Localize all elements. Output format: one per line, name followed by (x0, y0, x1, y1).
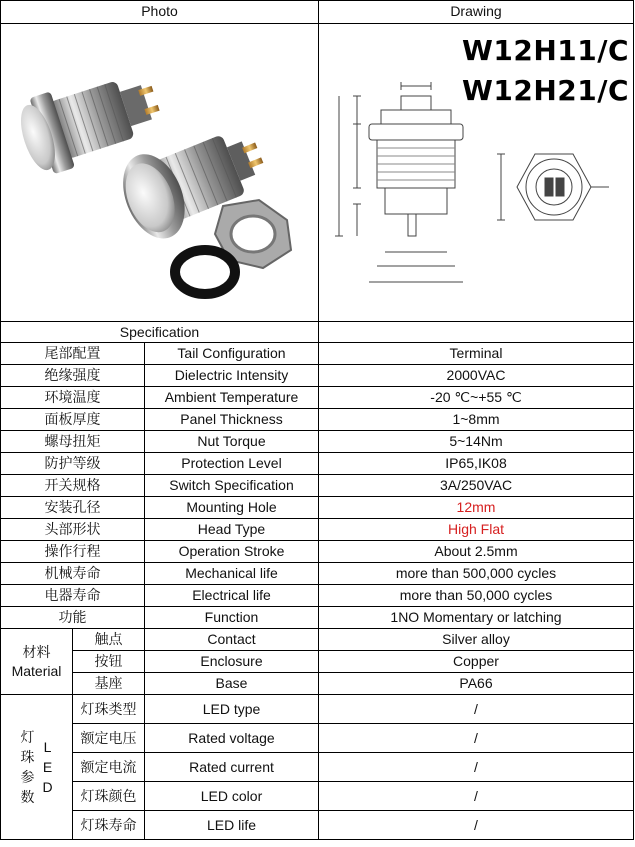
technical-drawing (319, 24, 634, 322)
dimension-drawing (319, 24, 634, 318)
spec-row-cn: 开关规格 (1, 475, 145, 497)
spec-row (1, 519, 634, 541)
spec-row-cn: 安装孔径 (1, 497, 145, 519)
material-value: PA66 (319, 673, 634, 695)
spec-row (1, 343, 634, 365)
function-en: Function (145, 607, 319, 629)
material-group-en: Material (11, 662, 62, 679)
led-value: / (319, 724, 634, 753)
spec-row-en: Tail Configuration (145, 343, 319, 365)
spec-row (1, 365, 634, 387)
spec-row-cn: 防护等级 (1, 453, 145, 475)
spec-row (1, 409, 634, 431)
spec-row-cn: 环境温度 (1, 387, 145, 409)
led-group-en-2: E (42, 759, 53, 776)
photo-header: Photo (1, 1, 319, 24)
led-cn: 灯珠类型 (73, 695, 145, 724)
spec-row (1, 453, 634, 475)
spec-row-value: more than 50,000 cycles (319, 585, 634, 607)
material-row (1, 651, 634, 673)
spec-row-value: High Flat (319, 519, 634, 541)
led-cn: 灯珠颜色 (73, 782, 145, 811)
specification-title: Specification (1, 322, 319, 343)
spec-row-en: Mechanical life (145, 563, 319, 585)
header-row (1, 1, 634, 24)
led-row (1, 753, 634, 782)
spec-row-cn: 螺母扭矩 (1, 431, 145, 453)
led-en: Rated current (145, 753, 319, 782)
specification-title-blank (319, 322, 634, 343)
spec-row-cn: 操作行程 (1, 541, 145, 563)
spec-row-cn: 机械寿命 (1, 563, 145, 585)
spec-row-en: Operation Stroke (145, 541, 319, 563)
spec-row (1, 475, 634, 497)
product-photo-image (1, 24, 319, 318)
product-photo (1, 24, 319, 322)
spec-row-en: Protection Level (145, 453, 319, 475)
spec-row-value: Terminal (319, 343, 634, 365)
material-cn: 触点 (73, 629, 145, 651)
spec-row-cn: 电器寿命 (1, 585, 145, 607)
spec-row-en: Panel Thickness (145, 409, 319, 431)
led-group-cn-4: 数 (20, 789, 35, 806)
led-group-cn-3: 参 (20, 769, 35, 786)
spec-row-en: Switch Specification (145, 475, 319, 497)
led-en: LED life (145, 811, 319, 840)
material-group-cn: 材料 (22, 643, 51, 660)
spec-row-value: 1~8mm (319, 409, 634, 431)
material-value: Silver alloy (319, 629, 634, 651)
spec-row-value: IP65,IK08 (319, 453, 634, 475)
spec-row (1, 563, 634, 585)
led-row (1, 724, 634, 753)
led-value: / (319, 753, 634, 782)
spec-rows (1, 343, 634, 607)
led-cn: 灯珠寿命 (73, 811, 145, 840)
led-row (1, 782, 634, 811)
drawing-header: Drawing (319, 1, 634, 24)
led-cn: 额定电压 (73, 724, 145, 753)
material-value: Copper (319, 651, 634, 673)
led-en: LED color (145, 782, 319, 811)
spec-row-en: Head Type (145, 519, 319, 541)
material-row (1, 673, 634, 695)
spec-row (1, 431, 634, 453)
material-en: Base (145, 673, 319, 695)
led-group-en-1: L (43, 739, 52, 756)
led-row (1, 811, 634, 840)
material-en: Contact (145, 629, 319, 651)
spec-row-cn: 尾部配置 (1, 343, 145, 365)
led-group-en-3: D (42, 779, 53, 796)
material-en: Enclosure (145, 651, 319, 673)
spec-row (1, 387, 634, 409)
led-cn: 额定电流 (73, 753, 145, 782)
spec-row-en: Mounting Hole (145, 497, 319, 519)
led-en: LED type (145, 695, 319, 724)
spec-row-value: 5~14Nm (319, 431, 634, 453)
led-group-cn-2: 珠 (20, 749, 35, 766)
led-value: / (319, 782, 634, 811)
spec-row-cn: 绝缘强度 (1, 365, 145, 387)
model-number-1: W12H11/C (461, 34, 629, 67)
led-row (1, 695, 634, 724)
led-value: / (319, 811, 634, 840)
function-cn: 功能 (1, 607, 145, 629)
spec-row-value: 3A/250VAC (319, 475, 634, 497)
model-number-2: W12H21/C (461, 74, 629, 107)
spec-row-value: 12mm (319, 497, 634, 519)
led-value: / (319, 695, 634, 724)
material-row (1, 629, 634, 651)
spec-row (1, 541, 634, 563)
spec-row-value: 2000VAC (319, 365, 634, 387)
spec-row-cn: 头部形状 (1, 519, 145, 541)
spec-row-value: -20 ℃~+55 ℃ (319, 387, 634, 409)
spec-row-cn: 面板厚度 (1, 409, 145, 431)
spec-row-value: more than 500,000 cycles (319, 563, 634, 585)
spec-row-en: Ambient Temperature (145, 387, 319, 409)
led-group-cn-1: 灯 (20, 729, 35, 746)
function-value: 1NO Momentary or latching (319, 607, 634, 629)
spec-row-en: Nut Torque (145, 431, 319, 453)
spec-row (1, 585, 634, 607)
spec-row-en: Electrical life (145, 585, 319, 607)
spec-row-en: Dielectric Intensity (145, 365, 319, 387)
material-cn: 基座 (73, 673, 145, 695)
material-group-label (1, 629, 73, 695)
function-row (1, 607, 634, 629)
spec-row (1, 497, 634, 519)
led-en: Rated voltage (145, 724, 319, 753)
spec-row-value: About 2.5mm (319, 541, 634, 563)
material-cn: 按钮 (73, 651, 145, 673)
led-group-label (1, 695, 73, 840)
